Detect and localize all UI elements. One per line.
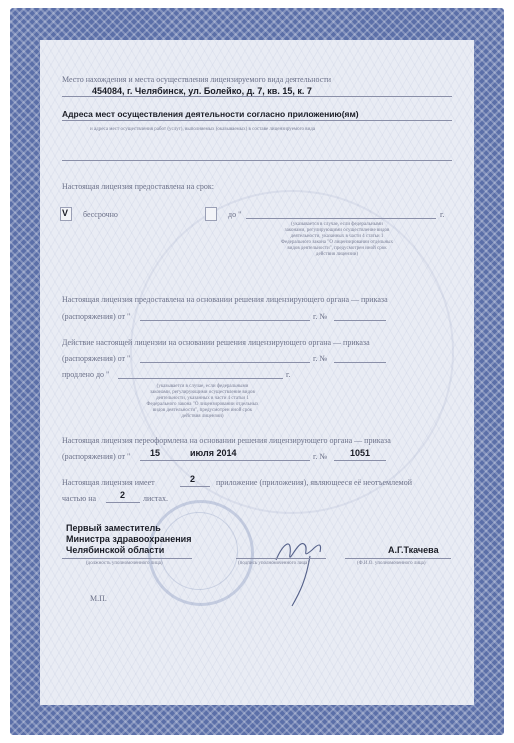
until-prefix: до "	[228, 210, 242, 219]
addresses-note: Адреса мест осуществления деятельности согласно приложению(ям)	[62, 109, 359, 119]
reissue-line2: (распоряжения) от "	[62, 452, 131, 461]
extension-line2: (распоряжения) от "	[62, 354, 131, 363]
reissue-number: 1051	[350, 448, 371, 458]
annex-suffix: приложение (приложения), являющееся её неотъемлемой	[216, 478, 412, 487]
reissue-day: 15	[150, 448, 161, 458]
official-name: А.Г.Ткачева	[388, 545, 439, 555]
part-prefix: частью на	[62, 494, 97, 503]
name-caption: (Ф.И.О. уполномоченного лица)	[357, 561, 426, 566]
sheets-suffix: листах.	[143, 494, 168, 503]
location-label: Место нахождения и места осуществления лицензируемого вида деятельности	[62, 75, 332, 84]
official-title: Первый заместитель Министра здравоохранения Челябинской области	[66, 523, 192, 555]
extension-line1: Действие настоящей лицензии на основании решения лицензирующего органа — приказа	[62, 338, 370, 347]
term-caption: (указывается в случае, если федеральными законами, регулирующими осуществление видов деятельности, указанных в части 4 статьи 1 Федерального закона "О лицензировании отдельных видов деятельности", предусмотрен иной срок действия лицензии)	[281, 222, 393, 257]
reissue-line1: Настоящая лицензия переоформлена на основании решения лицензирующего органа — приказа	[62, 436, 391, 445]
sheets-count: 2	[120, 490, 126, 500]
extension-caption: (указывается в случае, если федеральными законами, регулирующими осуществление видов деятельности, указанных в части 4 статьи 1 Федерального закона "О лицензировании отдельных видов деятельности", предусмотрен иной срок действия лицензии)	[146, 384, 259, 419]
basis-line2: (распоряжения) от "	[62, 312, 131, 321]
extension-year-no: г. №	[313, 354, 328, 363]
indefinite-label: бессрочно	[83, 210, 118, 219]
check-mark: V	[62, 208, 69, 218]
annex-count: 2	[190, 474, 196, 484]
reissue-month-year: июля 2014	[190, 448, 237, 458]
until-checkbox	[205, 207, 217, 221]
signature-caption: (подпись уполномоченного лица)	[238, 561, 310, 566]
reissue-year-no: г. №	[313, 452, 328, 461]
annex-prefix: Настоящая лицензия имеет	[62, 478, 155, 487]
basis-year-no: г. №	[313, 312, 328, 321]
extended-until: продлено до "	[62, 370, 110, 379]
term-label: Настоящая лицензия предоставлена на срок:	[62, 182, 214, 191]
addresses-caption: и адреса мест осуществления работ (услуг), выполняемых (оказываемых) в составе лицензируемого вида	[90, 127, 316, 132]
official-caption: (должность уполномоченного лица)	[86, 561, 163, 566]
address-value: 454084, г. Челябинск, ул. Болейко, д. 7, кв. 15, к. 7	[92, 86, 312, 96]
basis-line1: Настоящая лицензия предоставлена на основании решения лицензирующего органа — приказа	[62, 295, 388, 304]
seal-place: М.П.	[90, 594, 107, 603]
until-year: г.	[440, 210, 445, 219]
extended-year: г.	[286, 370, 291, 379]
